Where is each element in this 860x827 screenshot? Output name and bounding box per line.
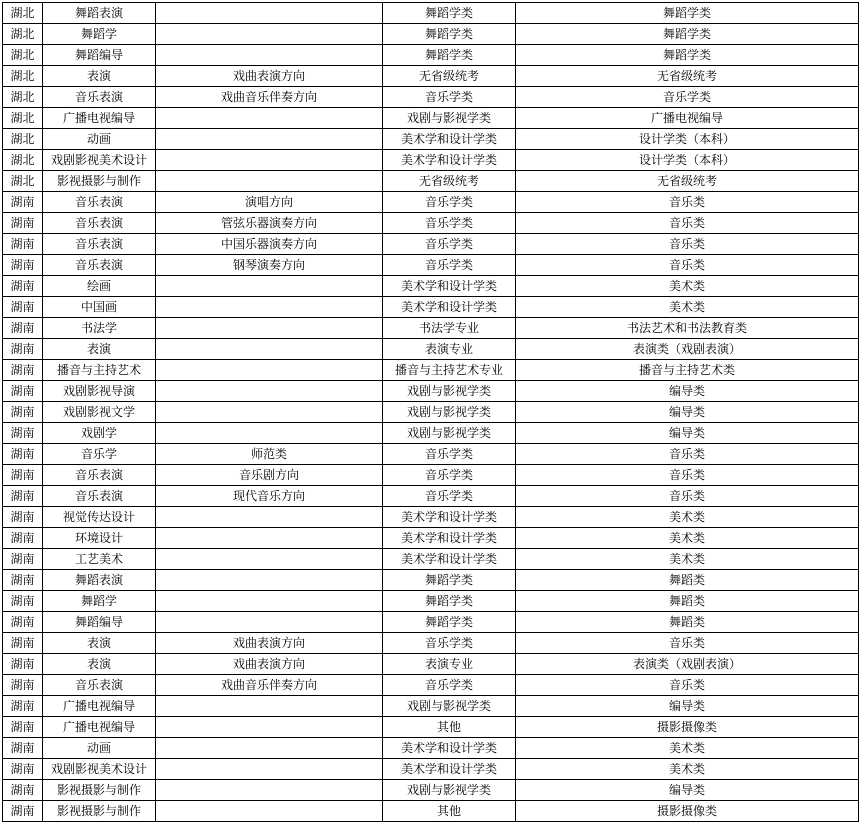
exam-category-cell: 表演专业: [383, 654, 516, 675]
province-cell: 湖南: [3, 738, 43, 759]
unified-exam-cell: 音乐类: [516, 675, 859, 696]
province-cell: 湖南: [3, 759, 43, 780]
major-cell: 音乐表演: [43, 213, 156, 234]
province-cell: 湖南: [3, 612, 43, 633]
unified-exam-cell: 美术类: [516, 549, 859, 570]
province-cell: 湖北: [3, 129, 43, 150]
table-row: [3, 759, 859, 780]
major-cell: 环境设计: [43, 528, 156, 549]
major-cell: 舞蹈表演: [43, 3, 156, 24]
major-cell: 音乐表演: [43, 192, 156, 213]
exam-category-cell: 戏剧与影视学类: [383, 381, 516, 402]
province-cell: 湖南: [3, 549, 43, 570]
major-cell: 动画: [43, 738, 156, 759]
direction-cell: 中国乐器演奏方向: [156, 234, 383, 255]
major-cell: 中国画: [43, 297, 156, 318]
unified-exam-cell: 舞蹈类: [516, 591, 859, 612]
table-row: [3, 234, 859, 255]
exam-category-cell: 戏剧与影视学类: [383, 423, 516, 444]
exam-category-cell: 音乐学类: [383, 486, 516, 507]
province-cell: 湖北: [3, 87, 43, 108]
direction-cell: [156, 717, 383, 738]
direction-cell: 戏曲表演方向: [156, 654, 383, 675]
major-cell: 戏剧学: [43, 423, 156, 444]
direction-cell: [156, 360, 383, 381]
exam-category-cell: 音乐学类: [383, 87, 516, 108]
unified-exam-cell: 音乐类: [516, 213, 859, 234]
table-row: [3, 696, 859, 717]
exam-category-cell: 音乐学类: [383, 675, 516, 696]
major-cell: 绘画: [43, 276, 156, 297]
table-row: [3, 612, 859, 633]
major-cell: 播音与主持艺术: [43, 360, 156, 381]
unified-exam-cell: 播音与主持艺术类: [516, 360, 859, 381]
unified-exam-cell: 舞蹈类: [516, 570, 859, 591]
unified-exam-cell: 音乐类: [516, 234, 859, 255]
province-cell: 湖南: [3, 654, 43, 675]
major-cell: 戏剧影视美术设计: [43, 759, 156, 780]
province-cell: 湖南: [3, 717, 43, 738]
direction-cell: [156, 45, 383, 66]
table-row: [3, 654, 859, 675]
major-cell: 表演: [43, 654, 156, 675]
direction-cell: [156, 297, 383, 318]
direction-cell: [156, 612, 383, 633]
major-cell: 影视摄影与制作: [43, 801, 156, 822]
major-cell: 舞蹈编导: [43, 45, 156, 66]
direction-cell: [156, 3, 383, 24]
major-cell: 舞蹈学: [43, 591, 156, 612]
major-cell: 视觉传达设计: [43, 507, 156, 528]
table-row: [3, 381, 859, 402]
unified-exam-cell: 美术类: [516, 297, 859, 318]
exam-category-cell: 美术学和设计学类: [383, 276, 516, 297]
table-row: [3, 339, 859, 360]
unified-exam-cell: 舞蹈学类: [516, 3, 859, 24]
table-row: [3, 45, 859, 66]
unified-exam-cell: 美术类: [516, 759, 859, 780]
direction-cell: 师范类: [156, 444, 383, 465]
table-row: [3, 780, 859, 801]
province-cell: 湖北: [3, 66, 43, 87]
province-cell: 湖南: [3, 255, 43, 276]
exam-category-cell: 其他: [383, 801, 516, 822]
exam-category-cell: 书法学专业: [383, 318, 516, 339]
table-row: [3, 801, 859, 822]
exam-category-cell: 舞蹈学类: [383, 3, 516, 24]
exam-category-cell: 音乐学类: [383, 213, 516, 234]
major-cell: 舞蹈表演: [43, 570, 156, 591]
exam-category-cell: 音乐学类: [383, 444, 516, 465]
exam-category-cell: 美术学和设计学类: [383, 528, 516, 549]
direction-cell: [156, 381, 383, 402]
direction-cell: [156, 759, 383, 780]
direction-cell: 戏曲音乐伴奏方向: [156, 87, 383, 108]
unified-exam-cell: 舞蹈学类: [516, 24, 859, 45]
table-row: [3, 276, 859, 297]
major-cell: 音乐表演: [43, 87, 156, 108]
province-cell: 湖南: [3, 213, 43, 234]
direction-cell: [156, 528, 383, 549]
unified-exam-cell: 设计学类（本科）: [516, 150, 859, 171]
table-row: [3, 213, 859, 234]
major-cell: 广播电视编导: [43, 717, 156, 738]
direction-cell: [156, 129, 383, 150]
exam-category-cell: 舞蹈学类: [383, 591, 516, 612]
major-cell: 舞蹈学: [43, 24, 156, 45]
unified-exam-cell: 编导类: [516, 696, 859, 717]
major-cell: 音乐表演: [43, 255, 156, 276]
major-cell: 戏剧影视文学: [43, 402, 156, 423]
direction-cell: [156, 507, 383, 528]
table-row: [3, 255, 859, 276]
major-cell: 音乐表演: [43, 234, 156, 255]
major-cell: 戏剧影视导演: [43, 381, 156, 402]
direction-cell: [156, 339, 383, 360]
unified-exam-cell: 无省级统考: [516, 171, 859, 192]
province-cell: 湖南: [3, 192, 43, 213]
major-cell: 表演: [43, 339, 156, 360]
direction-cell: [156, 24, 383, 45]
exam-category-cell: 无省级统考: [383, 66, 516, 87]
direction-cell: [156, 570, 383, 591]
table-row: [3, 717, 859, 738]
unified-exam-cell: 编导类: [516, 381, 859, 402]
direction-cell: [156, 276, 383, 297]
unified-exam-cell: 摄影摄像类: [516, 717, 859, 738]
direction-cell: [156, 738, 383, 759]
province-cell: 湖南: [3, 570, 43, 591]
major-cell: 广播电视编导: [43, 108, 156, 129]
table-row: [3, 423, 859, 444]
table-row: [3, 528, 859, 549]
direction-cell: 戏曲表演方向: [156, 633, 383, 654]
major-cell: 戏剧影视美术设计: [43, 150, 156, 171]
direction-cell: [156, 801, 383, 822]
major-cell: 音乐学: [43, 444, 156, 465]
province-cell: 湖南: [3, 381, 43, 402]
table-row: [3, 150, 859, 171]
table-row: [3, 192, 859, 213]
province-cell: 湖北: [3, 24, 43, 45]
province-cell: 湖北: [3, 150, 43, 171]
direction-cell: 音乐剧方向: [156, 465, 383, 486]
exam-category-cell: 舞蹈学类: [383, 24, 516, 45]
direction-cell: 演唱方向: [156, 192, 383, 213]
unified-exam-cell: 美术类: [516, 738, 859, 759]
exam-category-cell: 音乐学类: [383, 192, 516, 213]
province-cell: 湖南: [3, 780, 43, 801]
province-cell: 湖南: [3, 360, 43, 381]
unified-exam-cell: 广播电视编导: [516, 108, 859, 129]
major-cell: 音乐表演: [43, 675, 156, 696]
major-cell: 动画: [43, 129, 156, 150]
table-row: [3, 297, 859, 318]
direction-cell: [156, 780, 383, 801]
direction-cell: 戏曲音乐伴奏方向: [156, 675, 383, 696]
admissions-table: [2, 2, 859, 822]
province-cell: 湖南: [3, 402, 43, 423]
exam-category-cell: 美术学和设计学类: [383, 150, 516, 171]
direction-cell: [156, 402, 383, 423]
unified-exam-cell: 舞蹈类: [516, 612, 859, 633]
exam-category-cell: 美术学和设计学类: [383, 507, 516, 528]
province-cell: 湖南: [3, 423, 43, 444]
table-row: [3, 675, 859, 696]
province-cell: 湖南: [3, 297, 43, 318]
unified-exam-cell: 音乐类: [516, 633, 859, 654]
unified-exam-cell: 摄影摄像类: [516, 801, 859, 822]
province-cell: 湖南: [3, 591, 43, 612]
direction-cell: [156, 591, 383, 612]
exam-category-cell: 音乐学类: [383, 255, 516, 276]
province-cell: 湖南: [3, 486, 43, 507]
direction-cell: 戏曲表演方向: [156, 66, 383, 87]
unified-exam-cell: 无省级统考: [516, 66, 859, 87]
direction-cell: 钢琴演奏方向: [156, 255, 383, 276]
major-cell: 书法学: [43, 318, 156, 339]
unified-exam-cell: 音乐类: [516, 192, 859, 213]
table-row: [3, 66, 859, 87]
exam-category-cell: 美术学和设计学类: [383, 129, 516, 150]
major-cell: 音乐表演: [43, 486, 156, 507]
major-cell: 表演: [43, 633, 156, 654]
province-cell: 湖北: [3, 3, 43, 24]
exam-category-cell: 戏剧与影视学类: [383, 696, 516, 717]
exam-category-cell: 美术学和设计学类: [383, 297, 516, 318]
unified-exam-cell: 编导类: [516, 423, 859, 444]
direction-cell: [156, 423, 383, 444]
table-row: [3, 87, 859, 108]
unified-exam-cell: 音乐类: [516, 444, 859, 465]
direction-cell: [156, 696, 383, 717]
exam-category-cell: 舞蹈学类: [383, 570, 516, 591]
exam-category-cell: 音乐学类: [383, 633, 516, 654]
province-cell: 湖南: [3, 633, 43, 654]
unified-exam-cell: 美术类: [516, 276, 859, 297]
table-row: [3, 507, 859, 528]
unified-exam-cell: 音乐类: [516, 255, 859, 276]
province-cell: 湖南: [3, 339, 43, 360]
exam-category-cell: 播音与主持艺术专业: [383, 360, 516, 381]
exam-category-cell: 其他: [383, 717, 516, 738]
unified-exam-cell: 美术类: [516, 528, 859, 549]
exam-category-cell: 戏剧与影视学类: [383, 780, 516, 801]
unified-exam-cell: 编导类: [516, 780, 859, 801]
unified-exam-cell: 编导类: [516, 402, 859, 423]
table-row: [3, 570, 859, 591]
major-cell: 表演: [43, 66, 156, 87]
table-row: [3, 360, 859, 381]
exam-category-cell: 美术学和设计学类: [383, 549, 516, 570]
table-row: [3, 318, 859, 339]
table-row: [3, 633, 859, 654]
province-cell: 湖南: [3, 276, 43, 297]
table-row: [3, 108, 859, 129]
province-cell: 湖南: [3, 507, 43, 528]
unified-exam-cell: 音乐类: [516, 486, 859, 507]
direction-cell: [156, 150, 383, 171]
major-cell: 影视摄影与制作: [43, 780, 156, 801]
exam-category-cell: 戏剧与影视学类: [383, 402, 516, 423]
province-cell: 湖南: [3, 234, 43, 255]
major-cell: 音乐表演: [43, 465, 156, 486]
unified-exam-cell: 表演类（戏剧表演）: [516, 339, 859, 360]
exam-category-cell: 美术学和设计学类: [383, 738, 516, 759]
table-row: [3, 549, 859, 570]
table-row: [3, 171, 859, 192]
unified-exam-cell: 音乐学类: [516, 87, 859, 108]
exam-category-cell: 无省级统考: [383, 171, 516, 192]
exam-category-cell: 舞蹈学类: [383, 45, 516, 66]
table-row: [3, 444, 859, 465]
province-cell: 湖南: [3, 465, 43, 486]
province-cell: 湖南: [3, 696, 43, 717]
direction-cell: [156, 171, 383, 192]
table-row: [3, 24, 859, 45]
table-row: [3, 402, 859, 423]
exam-category-cell: 音乐学类: [383, 465, 516, 486]
exam-category-cell: 戏剧与影视学类: [383, 108, 516, 129]
direction-cell: [156, 549, 383, 570]
province-cell: 湖北: [3, 171, 43, 192]
major-cell: 影视摄影与制作: [43, 171, 156, 192]
unified-exam-cell: 音乐类: [516, 465, 859, 486]
table-row: [3, 591, 859, 612]
province-cell: 湖南: [3, 801, 43, 822]
unified-exam-cell: 美术类: [516, 507, 859, 528]
province-cell: 湖南: [3, 675, 43, 696]
province-cell: 湖南: [3, 528, 43, 549]
province-cell: 湖北: [3, 108, 43, 129]
direction-cell: [156, 318, 383, 339]
unified-exam-cell: 舞蹈学类: [516, 45, 859, 66]
table-row: [3, 129, 859, 150]
province-cell: 湖北: [3, 45, 43, 66]
province-cell: 湖南: [3, 444, 43, 465]
table-row: [3, 486, 859, 507]
direction-cell: 现代音乐方向: [156, 486, 383, 507]
table-row: [3, 465, 859, 486]
major-cell: 工艺美术: [43, 549, 156, 570]
unified-exam-cell: 表演类（戏剧表演）: [516, 654, 859, 675]
direction-cell: [156, 108, 383, 129]
unified-exam-cell: 设计学类（本科）: [516, 129, 859, 150]
major-cell: 舞蹈编导: [43, 612, 156, 633]
unified-exam-cell: 书法艺术和书法教育类: [516, 318, 859, 339]
table-row: [3, 738, 859, 759]
table-body: [3, 3, 859, 822]
exam-category-cell: 表演专业: [383, 339, 516, 360]
exam-category-cell: 舞蹈学类: [383, 612, 516, 633]
major-cell: 广播电视编导: [43, 696, 156, 717]
exam-category-cell: 美术学和设计学类: [383, 759, 516, 780]
province-cell: 湖南: [3, 318, 43, 339]
exam-category-cell: 音乐学类: [383, 234, 516, 255]
table-row: [3, 3, 859, 24]
direction-cell: 管弦乐器演奏方向: [156, 213, 383, 234]
